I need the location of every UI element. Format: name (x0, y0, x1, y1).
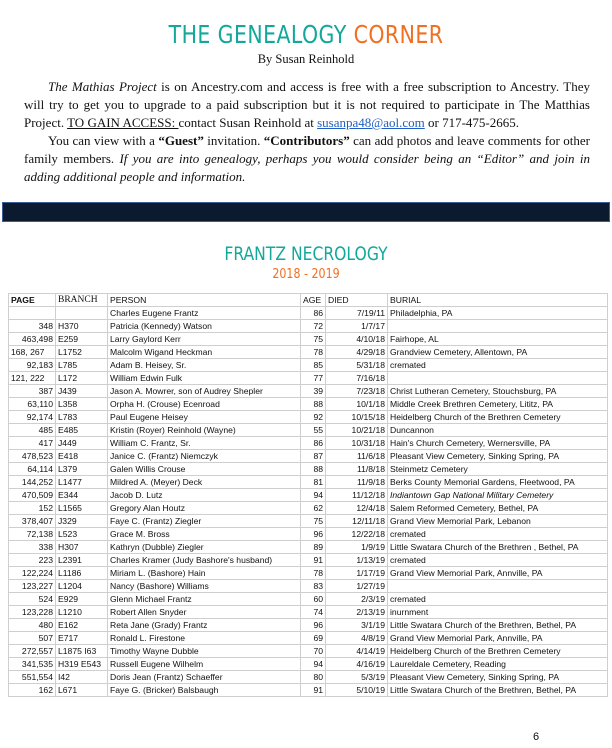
cell-person: Doris Jean (Frantz) Schaeffer (108, 671, 301, 684)
cell-age: 60 (301, 593, 326, 606)
cell-died: 2/3/19 (326, 593, 388, 606)
cell-burial: Heidelberg Church of the Brethren Cemetery (388, 411, 608, 424)
cell-branch: E344 (56, 489, 108, 502)
cell-page: 470,509 (9, 489, 56, 502)
cell-branch: L1875 I63 (56, 645, 108, 658)
table-row (9, 671, 608, 684)
intro-text-2c: can add photos and leave comments for other family members. (24, 133, 590, 166)
table-header-row (9, 294, 608, 307)
cell-burial: Christ Lutheran Cemetery, Stouchsburg, PA (388, 385, 608, 398)
contributors-label: “Contributors” (263, 133, 350, 148)
cell-page: 162 (9, 684, 56, 697)
col-header-burial: BURIAL (388, 294, 608, 307)
title-part-corner: CORNER (353, 20, 444, 49)
cell-person: Faye C. (Frantz) Ziegler (108, 515, 301, 528)
cell-person: Larry Gaylord Kerr (108, 333, 301, 346)
table-row (9, 580, 608, 593)
cell-age: 72 (301, 320, 326, 333)
cell-person: Gregory Alan Houtz (108, 502, 301, 515)
cell-person: Russell Eugene Wilhelm (108, 658, 301, 671)
cell-died: 1/7/17 (326, 320, 388, 333)
cell-age: 86 (301, 307, 326, 320)
cell-burial: Hain's Church Cemetery, Wernersville, PA (388, 437, 608, 450)
cell-died: 7/16/18 (326, 372, 388, 385)
cell-age: 70 (301, 645, 326, 658)
cell-died: 10/1/18 (326, 398, 388, 411)
cell-age: 86 (301, 437, 326, 450)
cell-person: Reta Jane (Grady) Frantz (108, 619, 301, 632)
editor-invitation: If you are into genealogy, perhaps you would consider being an “Editor” and join in adding additional people and information. (24, 151, 590, 184)
table-row (9, 372, 608, 385)
cell-page: 144,252 (9, 476, 56, 489)
cell-age: 75 (301, 515, 326, 528)
cell-branch: J329 (56, 515, 108, 528)
cell-person: Mildred A. (Meyer) Deck (108, 476, 301, 489)
cell-died: 7/23/18 (326, 385, 388, 398)
necrology-table (8, 293, 608, 697)
col-header-person: PERSON (108, 294, 301, 307)
cell-burial: Grand View Memorial Park, Lebanon (388, 515, 608, 528)
cell-died: 7/19/11 (326, 307, 388, 320)
cell-page: 63,110 (9, 398, 56, 411)
cell-age: 87 (301, 450, 326, 463)
cell-burial (388, 320, 608, 333)
title-part-genealogy: THE GENEALOGY (168, 20, 354, 49)
col-header-branch: BRANCH (56, 294, 108, 307)
cell-died: 4/10/18 (326, 333, 388, 346)
table-row (9, 632, 608, 645)
cell-person: Paul Eugene Heisey (108, 411, 301, 424)
table-row (9, 619, 608, 632)
cell-person: Ronald L. Firestone (108, 632, 301, 645)
cell-page: 417 (9, 437, 56, 450)
contact-text: contact Susan Reinhold at (178, 115, 318, 130)
guest-label: “Guest” (158, 133, 204, 148)
cell-person: Faye G. (Bricker) Balsbaugh (108, 684, 301, 697)
cell-person: Malcolm Wigand Heckman (108, 346, 301, 359)
cell-burial: Pleasant View Cemetery, Sinking Spring, PA (388, 671, 608, 684)
table-row (9, 437, 608, 450)
cell-person: Adam B. Heisey, Sr. (108, 359, 301, 372)
page-number: 6 (533, 731, 540, 743)
table-row (9, 489, 608, 502)
cell-page: 387 (9, 385, 56, 398)
cell-age: 85 (301, 359, 326, 372)
table-row (9, 463, 608, 476)
cell-died: 1/13/19 (326, 554, 388, 567)
cell-age: 89 (301, 541, 326, 554)
cell-person: Kathryn (Dubble) Ziegler (108, 541, 301, 554)
cell-page: 123,228 (9, 606, 56, 619)
table-row (9, 307, 608, 320)
cell-burial: cremated (388, 554, 608, 567)
cell-age: 83 (301, 580, 326, 593)
cell-person: Charles Kramer (Judy Bashore's husband) (108, 554, 301, 567)
phone-text: or 717-475-2665. (424, 115, 520, 130)
cell-died: 10/31/18 (326, 437, 388, 450)
cell-person: Miriam L. (Bashore) Hain (108, 567, 301, 580)
cell-burial (388, 372, 608, 385)
cell-burial: inurnment (388, 606, 608, 619)
cell-branch: H370 (56, 320, 108, 333)
cell-person: Jacob D. Lutz (108, 489, 301, 502)
cell-age: 88 (301, 398, 326, 411)
cell-died: 10/21/18 (326, 424, 388, 437)
cell-branch: L523 (56, 528, 108, 541)
table-row (9, 684, 608, 697)
cell-branch: L783 (56, 411, 108, 424)
table-row (9, 320, 608, 333)
cell-page: 348 (9, 320, 56, 333)
table-body (9, 307, 608, 697)
cell-person: Galen Willis Crouse (108, 463, 301, 476)
cell-person: Grace M. Bross (108, 528, 301, 541)
table-row (9, 606, 608, 619)
cell-burial: Grandview Cemetery, Allentown, PA (388, 346, 608, 359)
table-row (9, 658, 608, 671)
cell-died: 1/9/19 (326, 541, 388, 554)
table-row (9, 541, 608, 554)
cell-burial: Grand View Memorial Park, Annville, PA (388, 632, 608, 645)
cell-page: 123,227 (9, 580, 56, 593)
cell-age: 39 (301, 385, 326, 398)
cell-age: 91 (301, 684, 326, 697)
cell-page: 122,224 (9, 567, 56, 580)
cell-branch: L1752 (56, 346, 108, 359)
cell-burial: Indiantown Gap National Military Cemetery (388, 489, 608, 502)
cell-branch: L172 (56, 372, 108, 385)
cell-branch: L1186 (56, 567, 108, 580)
intro-text (24, 78, 590, 186)
cell-person: Glenn Michael Frantz (108, 593, 301, 606)
cell-age: 78 (301, 346, 326, 359)
table-row (9, 476, 608, 489)
cell-died: 1/27/19 (326, 580, 388, 593)
cell-died: 12/22/18 (326, 528, 388, 541)
table-row (9, 515, 608, 528)
table-row (9, 502, 608, 515)
cell-page: 92,183 (9, 359, 56, 372)
intro-text-2a: You can view with a (48, 133, 159, 148)
cell-page: 463,498 (9, 333, 56, 346)
cell-age: 80 (301, 671, 326, 684)
cell-burial: Philadelphia, PA (388, 307, 608, 320)
byline: By Susan Reinhold (257, 52, 355, 66)
cell-died: 5/3/19 (326, 671, 388, 684)
cell-died: 12/4/18 (326, 502, 388, 515)
cell-branch: L785 (56, 359, 108, 372)
cell-person: Timothy Wayne Dubble (108, 645, 301, 658)
cell-died: 11/6/18 (326, 450, 388, 463)
cell-burial: Salem Reformed Cemetery, Bethel, PA (388, 502, 608, 515)
cell-age: 78 (301, 567, 326, 580)
cell-died: 5/31/18 (326, 359, 388, 372)
table-row (9, 554, 608, 567)
cell-died: 4/8/19 (326, 632, 388, 645)
col-header-age: AGE (301, 294, 326, 307)
cell-branch: E485 (56, 424, 108, 437)
cell-age: 75 (301, 333, 326, 346)
cell-burial: Laureldale Cemetery, Reading (388, 658, 608, 671)
cell-page (9, 307, 56, 320)
cell-age: 81 (301, 476, 326, 489)
gain-access-label: TO GAIN ACCESS: (67, 115, 179, 130)
cell-page: 168, 267 (9, 346, 56, 359)
cell-burial: cremated (388, 528, 608, 541)
table-row (9, 346, 608, 359)
cell-age: 77 (301, 372, 326, 385)
cell-branch: H319 E543 (56, 658, 108, 671)
section-subtitle: 2018 - 2019 (272, 267, 340, 282)
table-row (9, 450, 608, 463)
cell-age: 55 (301, 424, 326, 437)
cell-person: Nancy (Bashore) Williams (108, 580, 301, 593)
cell-page: 121, 222 (9, 372, 56, 385)
cell-page: 480 (9, 619, 56, 632)
cell-page: 152 (9, 502, 56, 515)
intro-text-1: is on Ancestry.com and access is free with a free subscription to Ancestry. They will try to get you to upgrade to a paid subscription but it is not required to participate in The Matthias Project. (24, 79, 590, 130)
cell-branch: E929 (56, 593, 108, 606)
intro-paragraph-2 (24, 132, 590, 186)
cell-page: 378,407 (9, 515, 56, 528)
cell-person: William Edwin Fulk (108, 372, 301, 385)
cell-branch: L1204 (56, 580, 108, 593)
col-header-died: DIED (326, 294, 388, 307)
cell-page: 72,138 (9, 528, 56, 541)
cell-burial: Heidelberg Church of the Brethren Cemetery (388, 645, 608, 658)
table-row (9, 528, 608, 541)
cell-page: 338 (9, 541, 56, 554)
cell-died: 2/13/19 (326, 606, 388, 619)
cell-person: Kristin (Royer) Reinhold (Wayne) (108, 424, 301, 437)
cell-branch: J449 (56, 437, 108, 450)
cell-burial: Little Swatara Church of the Brethren, Bethel, PA (388, 684, 608, 697)
section-title: FRANTZ NECROLOGY (224, 243, 388, 265)
cell-branch: J439 (56, 385, 108, 398)
table-row (9, 359, 608, 372)
cell-person: Janice C. (Frantz) Niemczyk (108, 450, 301, 463)
cell-age: 88 (301, 463, 326, 476)
cell-branch: E259 (56, 333, 108, 346)
cell-died: 3/1/19 (326, 619, 388, 632)
cell-burial: Steinmetz Cemetery (388, 463, 608, 476)
cell-person: Robert Allen Snyder (108, 606, 301, 619)
cell-branch: L2391 (56, 554, 108, 567)
intro-paragraph-1 (24, 78, 590, 132)
cell-branch: E717 (56, 632, 108, 645)
cell-burial: Grand View Memorial Park, Annville, PA (388, 567, 608, 580)
cell-page: 223 (9, 554, 56, 567)
cell-died: 4/29/18 (326, 346, 388, 359)
cell-person: Charles Eugene Frantz (108, 307, 301, 320)
cell-person: Orpha H. (Crouse) Ecenroad (108, 398, 301, 411)
cell-age: 96 (301, 528, 326, 541)
cell-page: 507 (9, 632, 56, 645)
cell-burial: Little Swatara Church of the Brethren, Bethel, PA (388, 619, 608, 632)
cell-page: 551,554 (9, 671, 56, 684)
cell-branch: L671 (56, 684, 108, 697)
cell-branch: L1565 (56, 502, 108, 515)
cell-died: 10/15/18 (326, 411, 388, 424)
cell-page: 485 (9, 424, 56, 437)
intro-text-2b: invitation. (203, 133, 264, 148)
cell-branch: L1210 (56, 606, 108, 619)
cell-burial: Duncannon (388, 424, 608, 437)
cell-branch: L379 (56, 463, 108, 476)
table-row (9, 593, 608, 606)
cell-branch: L358 (56, 398, 108, 411)
cell-burial: cremated (388, 359, 608, 372)
cell-page: 272,557 (9, 645, 56, 658)
cell-page: 524 (9, 593, 56, 606)
table-row (9, 385, 608, 398)
table-row (9, 333, 608, 346)
email-link[interactable]: susanpa48@aol.com (317, 115, 425, 130)
table-row (9, 645, 608, 658)
page-title (55, 20, 557, 50)
cell-person: Jason A. Mowrer, son of Audrey Shepler (108, 385, 301, 398)
cell-burial: Berks County Memorial Gardens, Fleetwood, PA (388, 476, 608, 489)
cell-age: 94 (301, 658, 326, 671)
cell-died: 12/11/18 (326, 515, 388, 528)
cell-died: 1/17/19 (326, 567, 388, 580)
cell-branch: L1477 (56, 476, 108, 489)
table-row (9, 567, 608, 580)
cell-age: 69 (301, 632, 326, 645)
cell-burial (388, 580, 608, 593)
cell-age: 96 (301, 619, 326, 632)
table-row (9, 398, 608, 411)
cell-burial: Fairhope, AL (388, 333, 608, 346)
cell-page: 478,523 (9, 450, 56, 463)
cell-age: 92 (301, 411, 326, 424)
cell-person: William C. Frantz, Sr. (108, 437, 301, 450)
table-row (9, 411, 608, 424)
divider-bar (2, 202, 610, 222)
cell-died: 11/9/18 (326, 476, 388, 489)
table-row (9, 424, 608, 437)
cell-died: 5/10/19 (326, 684, 388, 697)
cell-person: Patricia (Kennedy) Watson (108, 320, 301, 333)
cell-age: 62 (301, 502, 326, 515)
cell-branch (56, 307, 108, 320)
col-header-page: PAGE (9, 294, 56, 307)
cell-burial: Pleasant View Cemetery, Sinking Spring, PA (388, 450, 608, 463)
cell-died: 11/8/18 (326, 463, 388, 476)
cell-age: 74 (301, 606, 326, 619)
cell-burial: Middle Creek Brethren Cemetery, Lititz, PA (388, 398, 608, 411)
cell-died: 4/14/19 (326, 645, 388, 658)
project-name: The Mathias Project (48, 79, 157, 94)
cell-branch: E162 (56, 619, 108, 632)
cell-died: 4/16/19 (326, 658, 388, 671)
cell-branch: E418 (56, 450, 108, 463)
cell-page: 64,114 (9, 463, 56, 476)
cell-page: 92,174 (9, 411, 56, 424)
cell-age: 94 (301, 489, 326, 502)
cell-died: 11/12/18 (326, 489, 388, 502)
cell-page: 341,535 (9, 658, 56, 671)
cell-age: 91 (301, 554, 326, 567)
cell-branch: H307 (56, 541, 108, 554)
cell-branch: I42 (56, 671, 108, 684)
cell-burial: cremated (388, 593, 608, 606)
cell-burial: Little Swatara Church of the Brethren , Bethel, PA (388, 541, 608, 554)
